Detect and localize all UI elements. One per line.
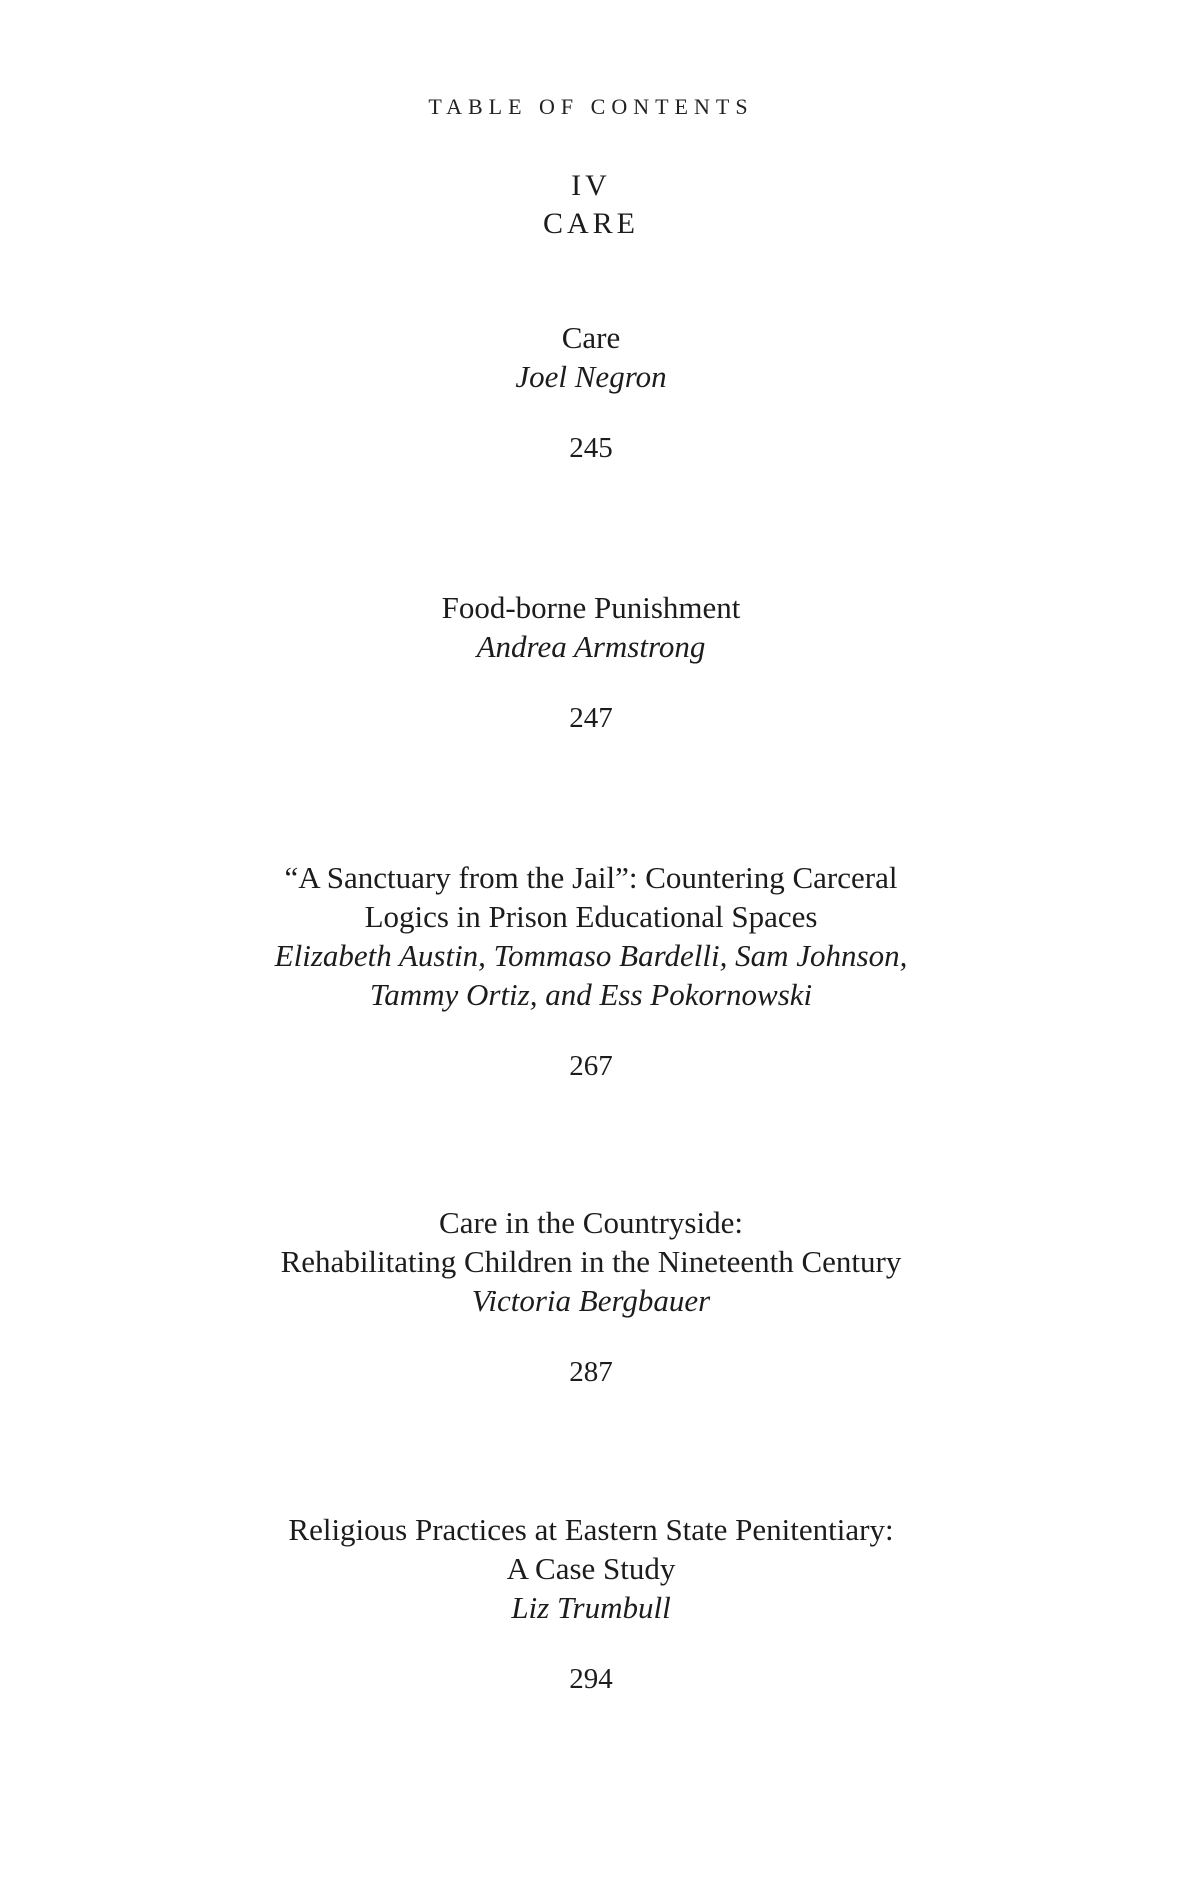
entry-title bbox=[0, 1203, 1182, 1281]
entry-author-line: Elizabeth Austin, Tommaso Bardelli, Sam Johnson, bbox=[274, 938, 908, 973]
entry-title-line: Care in the Countryside: bbox=[439, 1205, 743, 1240]
toc-entry[interactable] bbox=[0, 318, 1182, 463]
part-number: IV bbox=[571, 169, 611, 202]
entry-title-line: Rehabilitating Children in the Nineteenth Century bbox=[280, 1244, 902, 1279]
entry-authors bbox=[0, 357, 1182, 396]
entry-author-line: Andrea Armstrong bbox=[476, 629, 706, 664]
entry-author-line: Victoria Bergbauer bbox=[471, 1283, 711, 1318]
entry-title-line: Logics in Prison Educational Spaces bbox=[364, 899, 818, 934]
toc-entry[interactable] bbox=[0, 858, 1182, 1081]
entry-author-line: Joel Negron bbox=[515, 359, 667, 394]
entry-title bbox=[0, 858, 1182, 936]
entry-authors bbox=[0, 936, 1182, 1014]
entry-authors bbox=[0, 1281, 1182, 1320]
entry-page-number: 294 bbox=[569, 1663, 613, 1695]
entry-title-line: Care bbox=[561, 320, 621, 355]
part-title: CARE bbox=[542, 207, 639, 240]
entry-author-line: Tammy Ortiz, and Ess Pokornowski bbox=[369, 977, 813, 1012]
entry-authors bbox=[0, 627, 1182, 666]
entry-title-line: “A Sanctuary from the Jail”: Countering Carceral bbox=[284, 860, 898, 895]
entry-title-line: A Case Study bbox=[506, 1551, 676, 1586]
entry-page-number: 245 bbox=[569, 432, 613, 464]
entry-authors bbox=[0, 1588, 1182, 1627]
entry-author-line: Liz Trumbull bbox=[511, 1590, 671, 1625]
entry-page-number: 247 bbox=[569, 702, 613, 734]
toc-entry[interactable] bbox=[0, 1510, 1182, 1694]
entry-page-number: 287 bbox=[569, 1356, 613, 1388]
entry-title bbox=[0, 588, 1182, 627]
running-head: TABLE OF CONTENTS bbox=[428, 94, 754, 119]
entry-title bbox=[0, 318, 1182, 357]
toc-entry[interactable] bbox=[0, 1203, 1182, 1387]
toc-entry[interactable] bbox=[0, 588, 1182, 733]
entry-title-line: Food-borne Punishment bbox=[441, 590, 741, 625]
entry-page-number: 267 bbox=[569, 1050, 613, 1082]
entry-title bbox=[0, 1510, 1182, 1588]
entry-title-line: Religious Practices at Eastern State Penitentiary: bbox=[288, 1512, 894, 1547]
